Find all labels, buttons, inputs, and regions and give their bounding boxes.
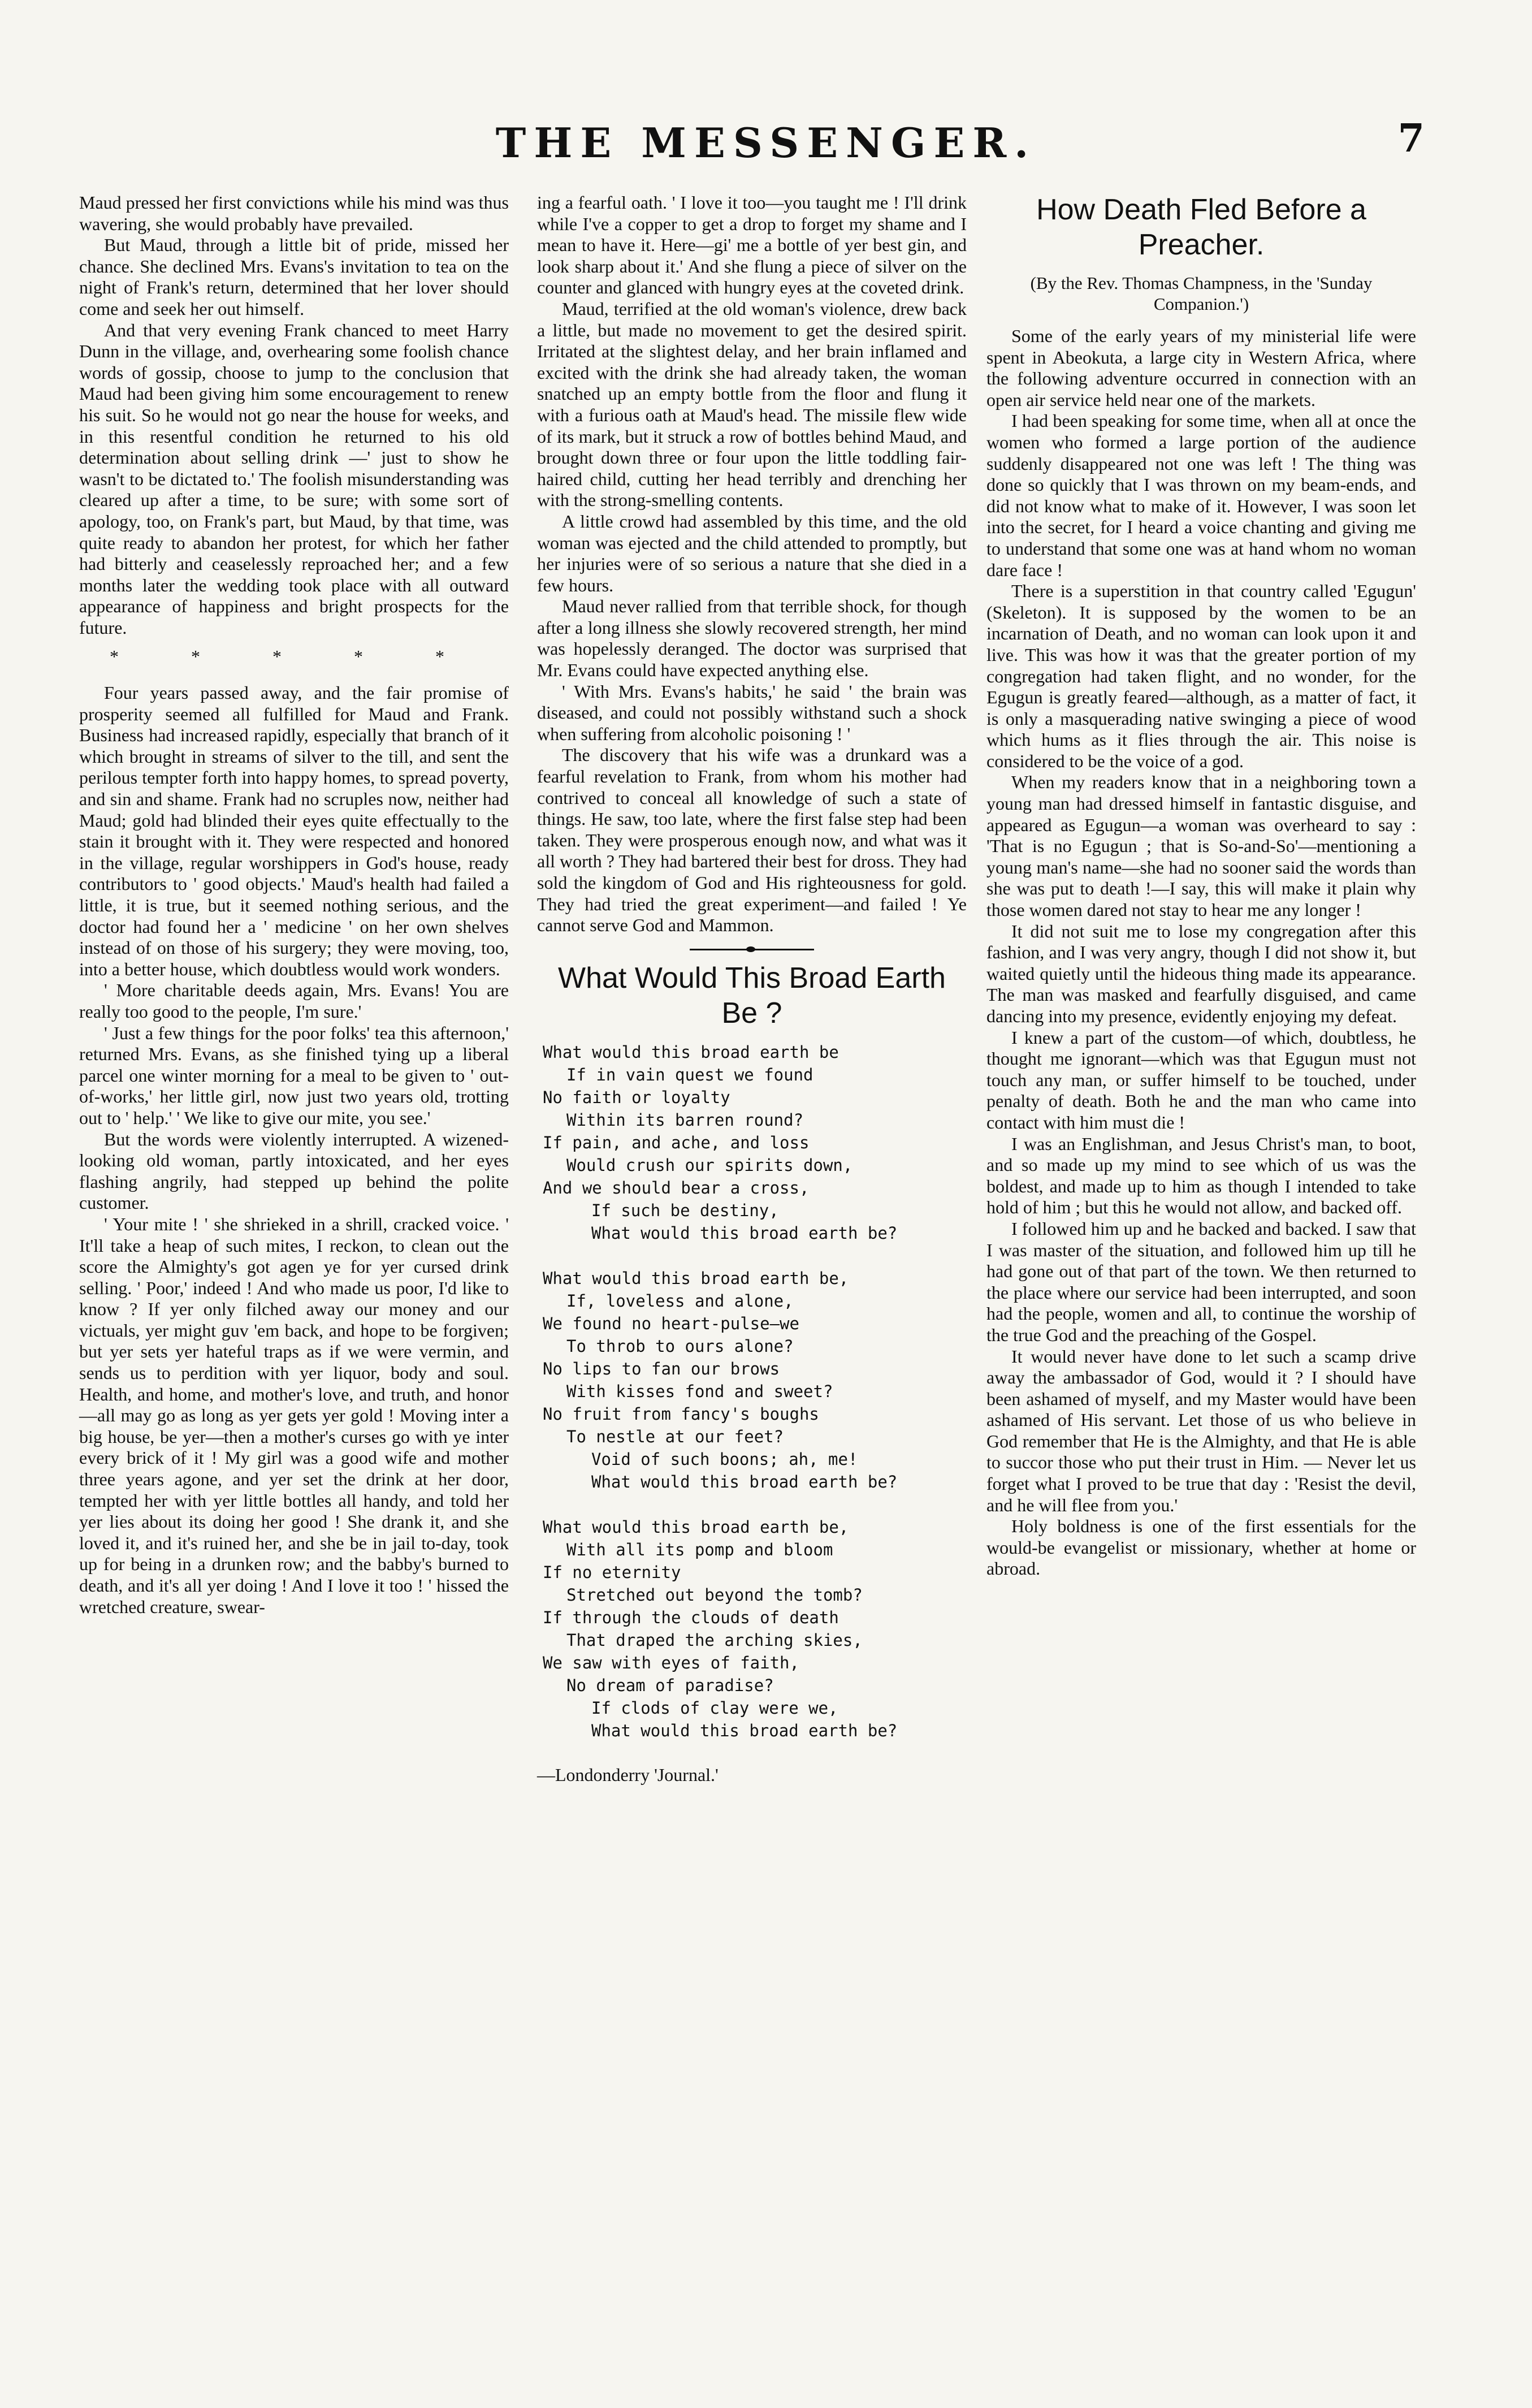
story-continuation <box>79 192 509 638</box>
paragraph: ' More charitable deeds again, Mrs. Evans! You are really too good to the people, I'm sure.' <box>79 980 509 1022</box>
paragraph: A little crowd had assembled by this time, and the old woman was ejected and the child attended to promptly, but her injuries were of so serious a nature that she died in a few hours. <box>537 511 967 595</box>
poem-line: If no eternity <box>543 1562 681 1582</box>
poem-line: What would this broad earth be? <box>591 1472 898 1492</box>
article-body <box>986 326 1416 1580</box>
poem-line: What would this broad earth be, <box>543 1268 849 1288</box>
article-byline: (By the Rev. Thomas Champness, in the 'Sunday Companion.') <box>1030 273 1373 314</box>
paragraph: I followed him up and he backed and backed. I saw that I was master of the situation, and followed him up till he had gone out of that part of the town. We then returned to the place where our service had been interrupted, and soon had the people, women and all, to continue the worship of the true God and the preaching of the Gospel. <box>986 1218 1416 1345</box>
paragraph: Holy boldness is one of the first essentials for the would-be evangelist or missionary, whether at home or abroad. <box>986 1516 1416 1579</box>
column-3 <box>986 192 1416 1580</box>
paragraph: Four years passed away, and the fair promise of prosperity seemed all fulfilled for Maud and Frank. Business had increased rapidly, especially that branch of it which brought in streams of silver to the till, and sent the perilous tempter forth into happy homes, to spread poverty, and sin and shame. Frank had no scruples now, neither had Maud; gold had blinded their eyes quite effectually to the stain it brought with it. They were respected and honored in the village, regular worshippers in God's house, ready contributors to ' good objects.' Maud's health had failed a little, it is true, but it seemed nothing serious, and the doctor had found her a ' medicine ' on her own shelves instead of on those of his surgery; they were moving, too, into a better house, which doubtless would work wonders. <box>79 682 509 979</box>
poem-line: That draped the arching skies, <box>566 1630 863 1650</box>
paragraph: ' Just a few things for the poor folks' tea this afternoon,' returned Mrs. Evans, as she finished tying up a liberal parcel one winter morning for a meal to be given to ' out-of-works,' her little girl, now just two years old, trotting out to ' help.' ' We like to give our mite, you see.' <box>79 1022 509 1128</box>
poem-stanza <box>543 1041 967 1244</box>
paragraph: Some of the early years of my ministerial life were spent in Abeokuta, a large city in Western Africa, where the following adventure occurred in connection with an open air service held near one of the markets. <box>986 326 1416 410</box>
column-1 <box>79 192 509 1618</box>
paragraph: I had been speaking for some time, when all at once the women who formed a large portion of the audience suddenly disappeared not one was left ! The thing was done so quickly that I was thrown on my beam-ends, and did not know what to make of it. However, I was soon let into the secret, for I heard a voice chanting and giving me to understand that some one was at hand whom no woman dare face ! <box>986 410 1416 580</box>
poem-source: —Londonderry 'Journal.' <box>537 1764 719 1785</box>
poem-stanza <box>543 1267 967 1493</box>
poem-line: If, loveless and alone, <box>566 1291 794 1311</box>
poem-line: If clods of clay were we, <box>591 1698 838 1718</box>
poem-line: If in vain quest we found <box>566 1065 813 1084</box>
article-headline: How Death Fled Before a Preacher. <box>1036 193 1366 261</box>
poem-line: To throb to ours alone? <box>566 1336 794 1356</box>
poem-line: No dream of paradise? <box>566 1675 774 1695</box>
poem-line: No fruit from fancy's boughs <box>543 1404 819 1424</box>
poem-line: Within its barren round? <box>566 1110 804 1130</box>
story-conclusion <box>537 192 967 936</box>
poem-line: If such be destiny, <box>591 1200 779 1220</box>
poem-line: Stretched out beyond the tomb? <box>566 1585 863 1605</box>
poem-title: What Would This Broad Earth Be ? <box>558 961 946 1030</box>
poem-line: What would this broad earth be, <box>543 1517 849 1537</box>
paragraph: Maud never rallied from that terrible shock, for though after a long illness she slowly recovered strength, her mind was hopelessly deranged. The doctor was surprised that Mr. Evans could have expected anything else. <box>537 596 967 681</box>
page-number: 7 <box>1397 116 1425 161</box>
poem-line: And we should bear a cross, <box>543 1178 810 1197</box>
paragraph: Maud pressed her first convictions while his mind was thus wavering, she would probably have prevailed. <box>79 192 509 234</box>
paragraph: Maud, terrified at the old woman's violence, drew back a little, but made no movement to get the desired spirit. Irritated at the slightest delay, and her brain inflamed and excited with the drink she had already taken, the woman snatched up an empty bottle from the floor and flung it with a furious oath at Maud's head. The missile flew wide of its mark, but it struck a row of bottles behind Maud, and brought down three or four upon the little toddling fair-haired child, cutting her head terribly and drenching her with the strong-smelling contents. <box>537 298 967 511</box>
story-continuation-part-2 <box>79 682 509 1618</box>
poem-line: With kisses fond and sweet? <box>566 1381 833 1401</box>
paragraph: And that very evening Frank chanced to meet Harry Dunn in the village, and, overhearing some foolish chance words of gossip, choose to jump to the conclusion that Maud had been giving him some encouragement to renew his suit. So he would not go near the house for weeks, and in this resentful condition he returned to his old determination about selling drink —' just to show he wasn't to be dictated to.' The foolish misunderstanding was cleared up after a time, to be sure; with some sort of apology, too, on Frank's part, but Maud, by that time, was quite ready to abandon her protest, for which her father had bitterly and ceaselessly reproached her; and a few months later the wedding took place with all outward appearance of happiness and bright prospects for the future. <box>79 319 509 638</box>
paragraph: There is a superstition in that country called 'Egugun' (Skeleton). It is supposed by the women to be an incarnation of Death, and no woman can look upon it and live. This was how it was that the greater portion of my congregation had taken flight, and no wonder, for the Egugun is greatly feared—although, as a matter of fact, it is only a masquerading native swinging a piece of wood which hums as it flies through the air. This noise is considered to be the voice of a god. <box>986 581 1416 771</box>
paragraph: But Maud, through a little bit of pride, missed her chance. She declined Mrs. Evans's invitation to tea on the night of Frank's return, determined that her lover should come and seek her out himself. <box>79 235 509 319</box>
poem-line: We saw with eyes of faith, <box>543 1653 799 1672</box>
paragraph: I was an Englishman, and Jesus Christ's man, to boot, and so made up my mind to see which of us was the boldest, and made up to him as though I intended to take hold of him ; but this he would not allow, and backed off. <box>986 1133 1416 1218</box>
poem-line: What would this broad earth be <box>543 1042 839 1062</box>
poem-line: Would crush our spirits down, <box>566 1155 853 1175</box>
poem-line: What would this broad earth be? <box>591 1223 898 1243</box>
poem-line: To nestle at our feet? <box>566 1426 784 1446</box>
paragraph: I knew a part of the custom—of which, doubtless, he thought me ignorant—which was that Egugun must not touch any man, or suffer himself to be touched, under penalty of death. Both he and the man who came into contact with him must die ! <box>986 1027 1416 1132</box>
poem-line: If pain, and ache, and loss <box>543 1132 810 1152</box>
paragraph: But the words were violently interrupted. A wizened-looking old woman, partly intoxicated, and her eyes flashing angrily, had stepped up behind the polite customer. <box>79 1129 509 1213</box>
section-divider-stars: * * * * * <box>110 646 478 667</box>
poem-body <box>543 1041 967 1742</box>
paragraph: ing a fearful oath. ' I love it too—you taught me ! I'll drink while I've a copper to get a drop to forget my shame and I mean to have it. Here—gi' me a bottle of yer best gin, and look sharp about it.' And she flung a piece of silver on the counter and glanced with hungry eyes at the coveted drink. <box>537 192 967 298</box>
paragraph: It did not suit me to lose my congregation after this fashion, and I was very angry, though I did not show it, but waited quietly until the hideous thing made its appearance. The man was masked and fearfully disguised, and came dancing into my presence, evidently enjoying my defeat. <box>986 920 1416 1026</box>
column-2 <box>537 192 967 1786</box>
poem-line: What would this broad earth be? <box>591 1720 898 1740</box>
paragraph: The discovery that his wife was a drunkard was a fearful revelation to Frank, from whom his mother had contrived to conceal all knowledge of such a state of things. He saw, too late, where the first false step had been taken. They were prosperous enough now, and what was it all worth ? They had bartered their best for dross. They had sold the kingdom of God and His righteousness for gold. They had tried the great experiment—and failed ! Ye cannot serve God and Mammon. <box>537 745 967 936</box>
poem-line: If through the clouds of death <box>543 1607 839 1627</box>
poem-line: No lips to fan our brows <box>543 1359 780 1378</box>
column-rule-ornament <box>690 949 814 950</box>
paragraph: ' Your mite ! ' she shrieked in a shrill, cracked voice. ' It'll take a heap of such mites, I reckon, to clean out the score the Almighty's got agen ye for yer cursed drink selling. ' Poor,' indeed ! And who made us poor, I'd like to know ? If yer only filched away our money and our victuals, yer might guv 'em back, and hope to be forgiven; but yer sets yer hateful traps as if we were vermin, and sends us to perdition with yer liquor, body and soul. Health, and home, and mother's love, and truth, and honor—all may go as long as yer gets yer gold ! Moving inter a big house, be yer—then a mother's curses go with ye inter every brick of it ! My girl was a good wife and mother three years agone, and yer set the drink at her door, tempted her with yer little bottles all handy, and told her yer lies about its doing her good ! She drank it, and she loved it, and it's ruined her, and she be in jail to-day, took up for being in a drunken row; and the babby's burned to death, and it's all yer doing ! And I love it too ! ' hissed the wretched creature, swear- <box>79 1213 509 1617</box>
poem-line: Void of such boons; ah, me! <box>591 1449 858 1469</box>
masthead-title: THE MESSENGER. <box>495 119 1037 167</box>
poem-line: With all its pomp and bloom <box>566 1540 833 1559</box>
poem-line: No faith or loyalty <box>543 1087 730 1107</box>
poem-line: We found no heart-pulse—we <box>543 1313 799 1333</box>
paragraph: When my readers know that in a neighboring town a young man had dressed himself in fantastic disguise, and appeared as Egugun—a woman was overheard to say : 'That is no Egugun ; that is So-and-So'—mentioning a young man's name—she had no sooner said the words than she was put to death !—I say, this will make it plain why those women dared not stay to hear me any longer ! <box>986 772 1416 920</box>
paragraph: ' With Mrs. Evans's habits,' he said ' the brain was diseased, and could not possibly withstand such a shock when suffering from alcoholic poisoning ! ' <box>537 681 967 744</box>
paragraph: It would never have done to let such a scamp drive away the ambassador of God, would it ? I should have been ashamed of myself, and my Master would have been ashamed of His servant. Let those of us who believe in God remember that He is the Almighty, and that He is able to succor those who put their trust in Him. — Never let us forget what I proved to be true that day : 'Resist the devil, and he will flee from you.' <box>986 1346 1416 1515</box>
poem-stanza <box>543 1516 967 1742</box>
